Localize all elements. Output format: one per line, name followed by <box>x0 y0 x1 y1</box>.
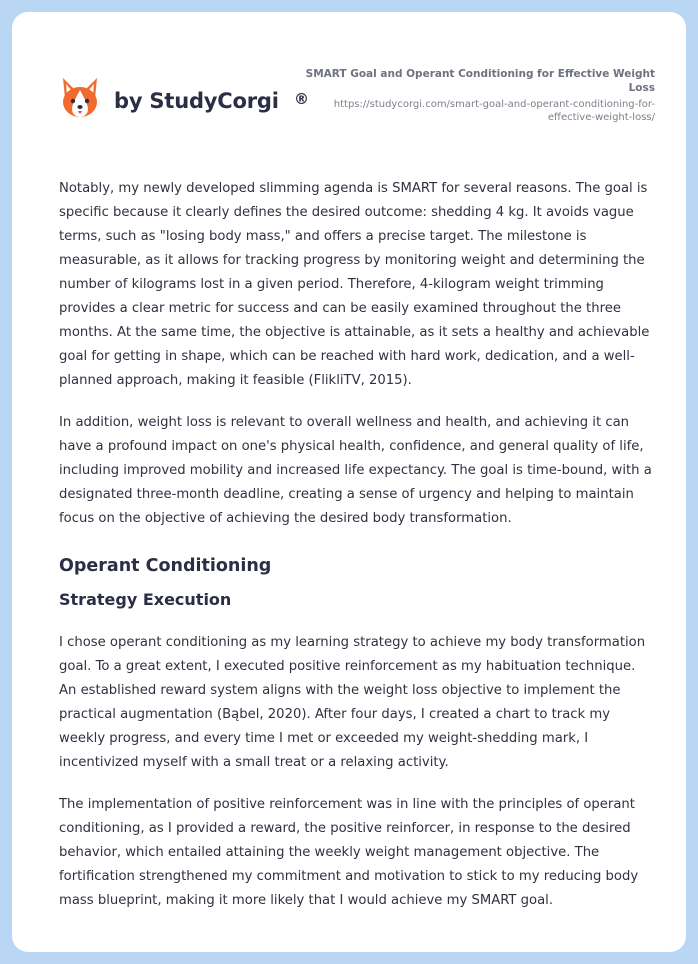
paragraph: Notably, my newly developed slimming agenda is SMART for several reasons. The goal is specific because it clearly defines the desired outcome: shedding 4 kg. It avoids vague terms, such as "losing body mass," and offers a precise target. The milestone is measurable, as it allows for tracking progress by monitoring weight and determining the number of kilograms lost in a given period. Therefore, 4-kilogram weight trimming provides a clear metric for success and can be easily examined throughout the three months. At the same time, the objective is attainable, as it sets a healthy and achievable goal for getting in shape, which can be reached with hard work, dedication, and a well-planned approach, making it feasible (FlikliTV, 2015). <box>59 181 650 388</box>
document-meta <box>295 67 655 124</box>
logo-wordmark: by StudyCorgi <box>114 89 279 113</box>
registered-mark: ® <box>294 90 309 108</box>
subsection-heading: Strategy Execution <box>59 590 232 609</box>
document-page <box>12 12 686 952</box>
paragraph: The implementation of positive reinforcement was in line with the principles of operant conditioning, as I provided a reward, the positive reinforcer, in response to the desired behavior, which entailed attaining the weekly weight management objective. The fortification strengthened my commitment and motivation to stick to my reducing body mass blueprint, making it more likely that I would achieve my SMART goal. <box>59 797 639 908</box>
paragraph: I chose operant conditioning as my learning strategy to achieve my body transformation goal. To a great extent, I executed positive reinforcement as my habituation technique. An established reward system aligns with the weight loss objective to implement the practical augmentation (Bąbel, 2020). After four days, I created a chart to track my weekly progress, and every time I met or exceeded my weight-shedding mark, I incentivized myself with a small treat or a relaxing activity. <box>59 635 646 770</box>
section-heading: Operant Conditioning <box>59 556 272 576</box>
document-url[interactable]: https://studycorgi.com/smart-goal-and-operant-conditioning-for-effective-weight-loss/ <box>333 99 655 123</box>
paragraph: In addition, weight loss is relevant to overall wellness and health, and achieving it can have a profound impact on one's physical health, confidence, and general quality of life, including improved mobility and increased life expectancy. The goal is time-bound, with a designated three-month deadline, creating a sense of urgency and helping to maintain focus on the objective of achieving the desired body transformation. <box>59 415 652 526</box>
studycorgi-logo[interactable] <box>60 76 309 120</box>
corgi-icon <box>60 76 100 120</box>
document-title: SMART Goal and Operant Conditioning for Effective Weight Loss <box>305 68 655 94</box>
document-body <box>59 177 655 931</box>
